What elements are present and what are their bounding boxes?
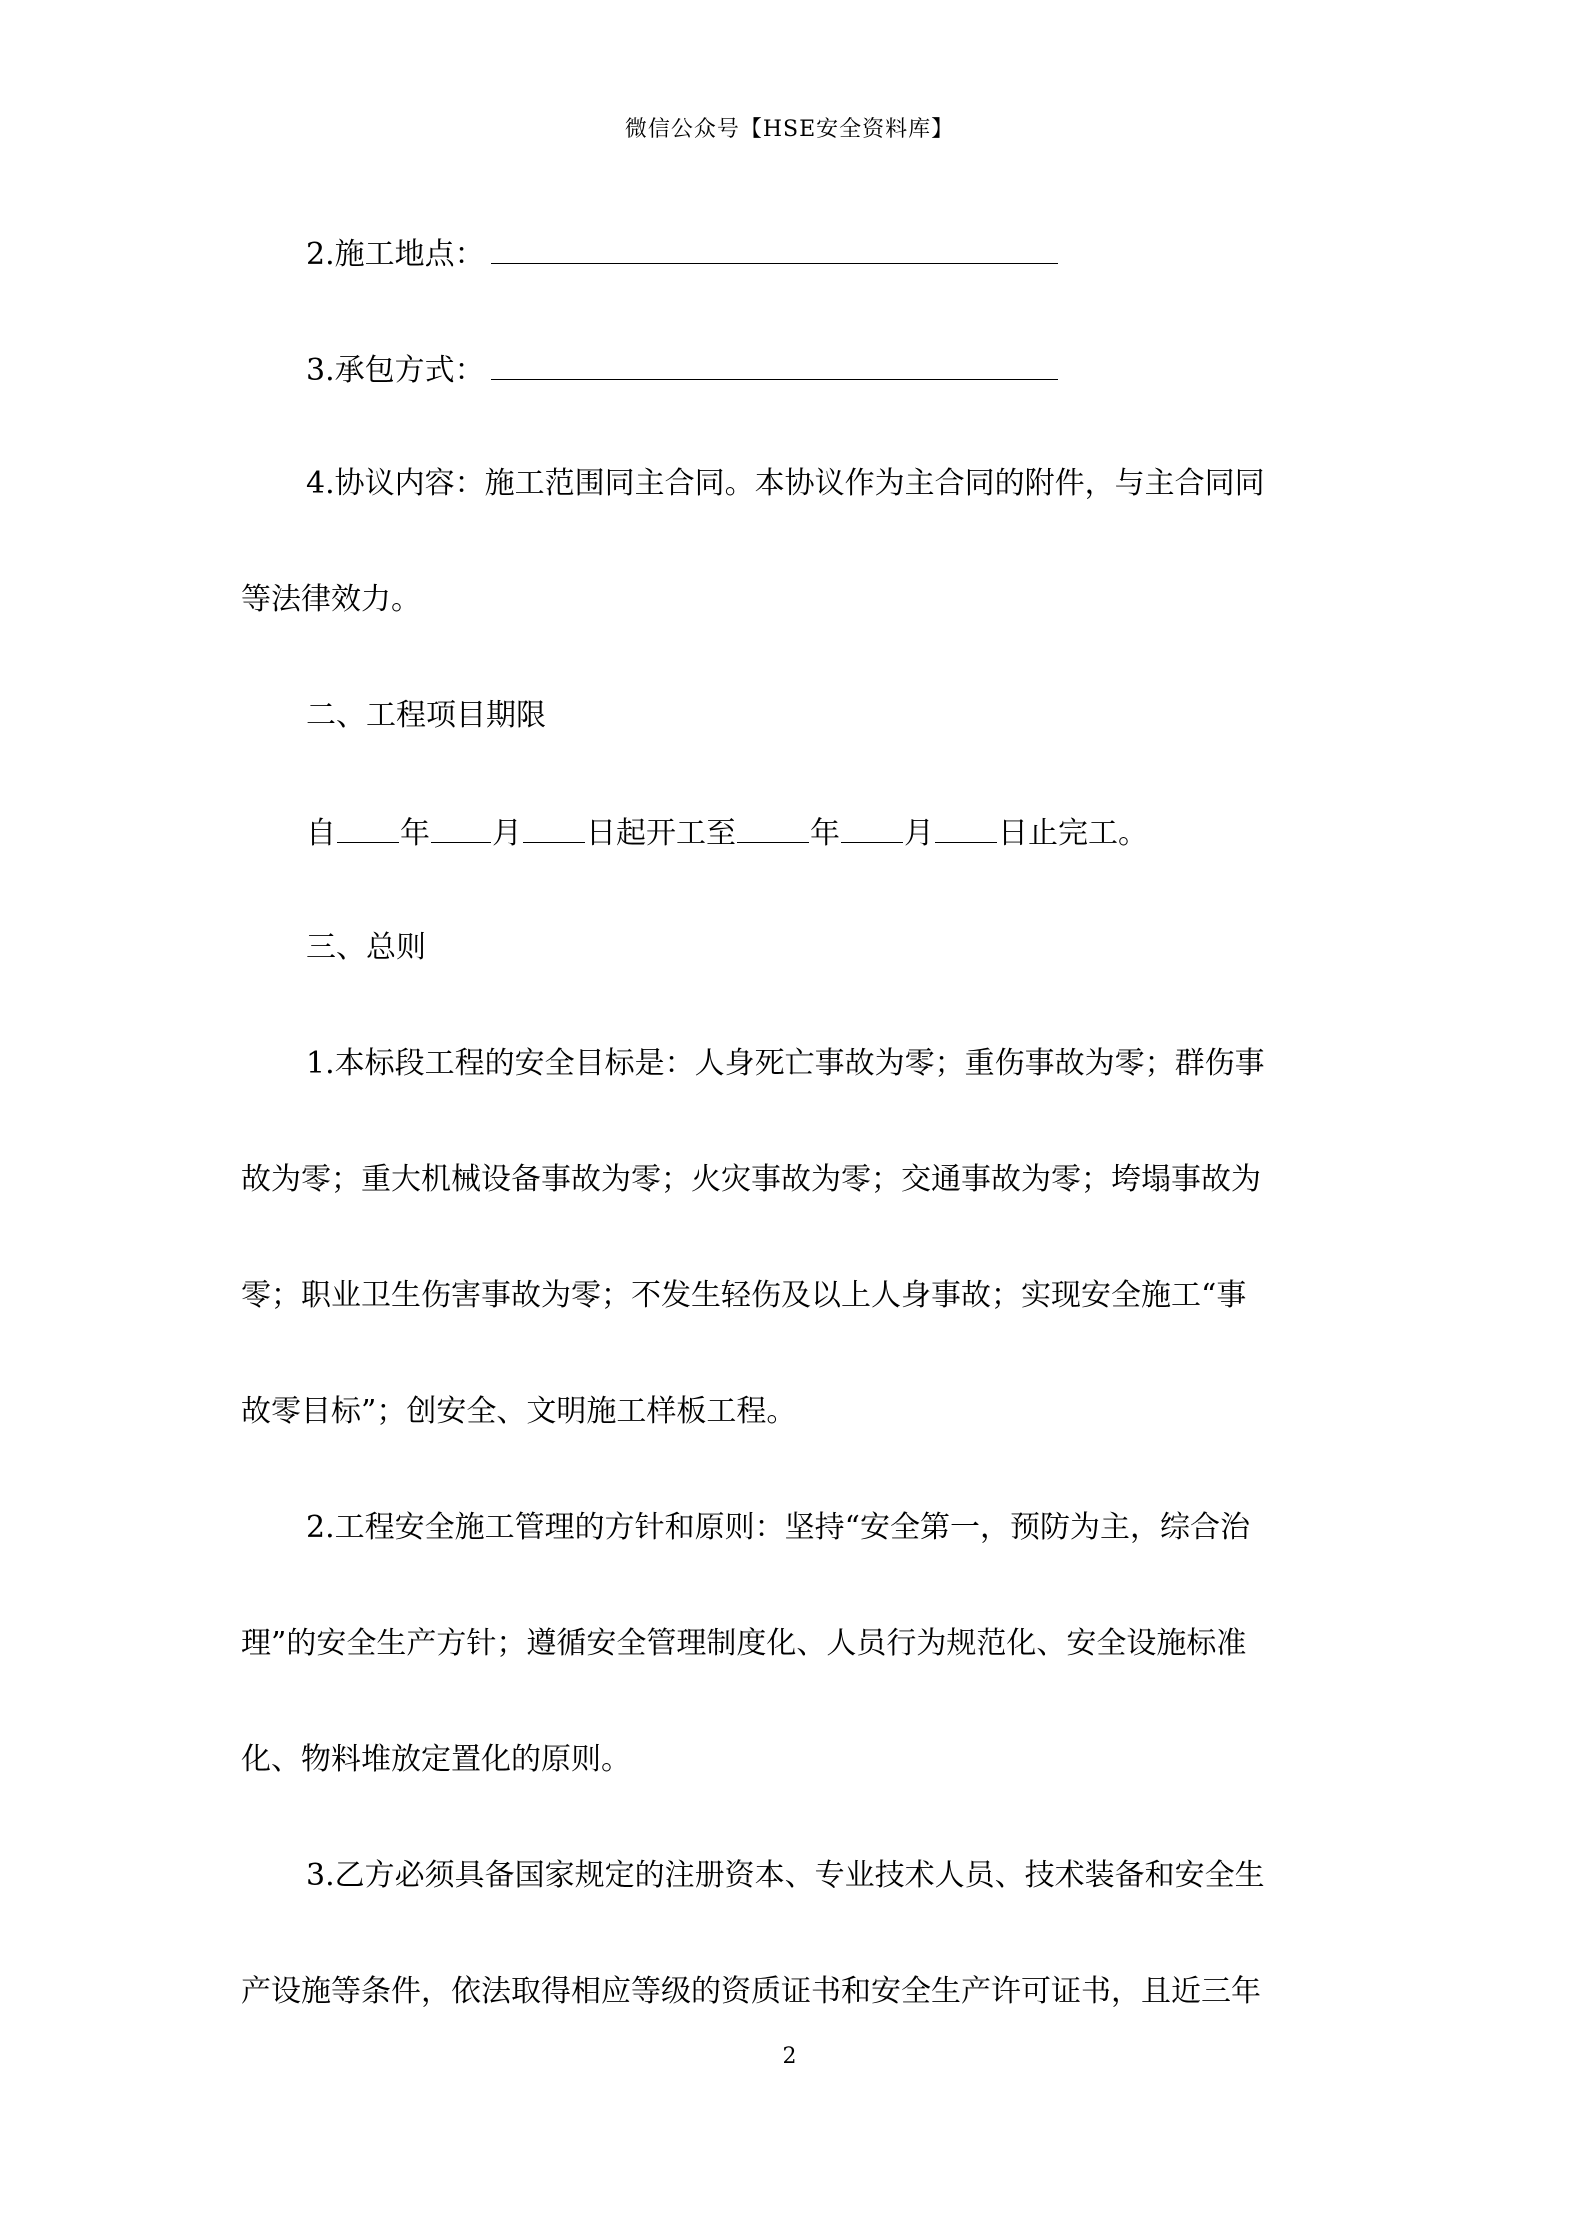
item-agreement-content-line-2: 等法律效力。 — [241, 582, 421, 617]
section-project-period-heading: 二、工程项目期限 — [306, 698, 546, 733]
item-contract-mode — [241, 349, 1406, 391]
period-month-1: 月 — [492, 816, 522, 851]
end-day-blank — [935, 812, 997, 843]
rule3-line-1: 3.乙方必须具备国家规定的注册资本、专业技术人员、技术装备和安全生 — [306, 1858, 1265, 1893]
construction-site-blank — [491, 233, 1058, 264]
rule1-line-2: 故为零；重大机械设备事故为零；火灾事故为零；交通事故为零；垮塌事故为 — [241, 1162, 1261, 1197]
rule3-line-2: 产设施等条件，依法取得相应等级的资质证书和安全生产许可证书，且近三年 — [241, 1974, 1261, 2009]
page-header: 微信公众号【HSE安全资料库】 — [624, 117, 955, 142]
rule1-line-4: 故零目标”；创安全、文明施工样板工程。 — [241, 1394, 797, 1429]
section-general-provisions-heading: 三、总则 — [306, 930, 426, 965]
period-start-to: 日起开工至 — [586, 816, 736, 851]
rule2-line-1: 2.工程安全施工管理的方针和原则：坚持“安全第一，预防为主，综合治 — [306, 1510, 1250, 1545]
end-year-blank — [737, 812, 809, 843]
start-day-blank — [523, 812, 585, 843]
rule2-line-3: 化、物料堆放定置化的原则。 — [241, 1742, 631, 1777]
period-year-1: 年 — [400, 816, 430, 851]
start-year-blank — [337, 812, 399, 843]
period-month-2: 月 — [904, 816, 934, 851]
start-month-blank — [431, 812, 491, 843]
item-construction-site — [241, 233, 1406, 275]
project-period-line — [241, 812, 1406, 854]
item-contract-mode-label: 3.承包方式： — [306, 353, 485, 388]
rule1-line-3: 零；职业卫生伤害事故为零；不发生轻伤及以上人身事故；实现安全施工“事 — [241, 1278, 1247, 1313]
rule1-line-1: 1.本标段工程的安全目标是：人身死亡事故为零；重伤事故为零；群伤事 — [306, 1046, 1265, 1081]
item-agreement-content-line-1: 4.协议内容：施工范围同主合同。本协议作为主合同的附件，与主合同同 — [306, 466, 1265, 501]
period-from: 自 — [306, 816, 336, 851]
rule2-line-2: 理”的安全生产方针；遵循安全管理制度化、人员行为规范化、安全设施标准 — [241, 1626, 1247, 1661]
period-end: 日止完工。 — [998, 816, 1148, 851]
item-construction-site-label: 2.施工地点： — [306, 237, 485, 272]
contract-mode-blank — [491, 349, 1058, 380]
period-year-2: 年 — [810, 816, 840, 851]
page-number: 2 — [782, 2044, 797, 2069]
end-month-blank — [841, 812, 903, 843]
